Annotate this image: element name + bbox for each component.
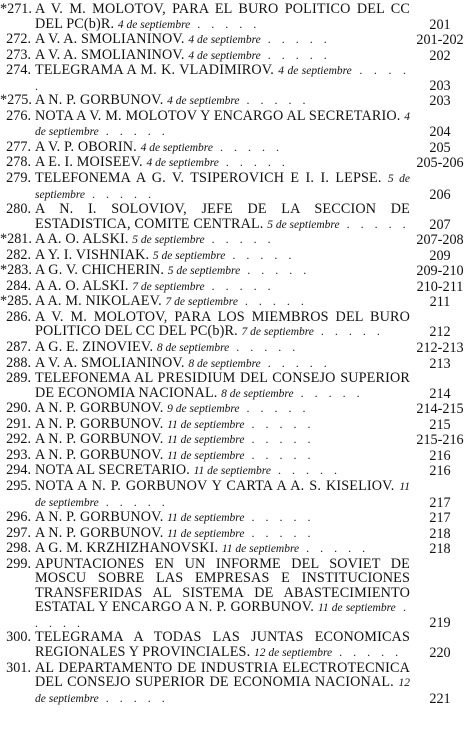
entry-page: 210-211: [416, 278, 464, 295]
dot-leader: . . . . .: [212, 139, 283, 154]
entry-title: A V. A. SMOLIANINOV.: [35, 46, 185, 63]
entry-number: 290.: [6, 400, 31, 417]
entry-title: A G. V. CHICHERIN.: [35, 262, 165, 279]
entry-number: 288.: [6, 354, 31, 371]
dot-leader: . . . . .: [98, 690, 169, 705]
entry-date: 5 de septiembre: [267, 218, 340, 231]
entry-page: 218: [429, 541, 451, 558]
entry-date: 11 de septiembre: [317, 602, 396, 615]
entry-number: 282.: [6, 246, 31, 263]
entry-title: TELEGRAMA A M. K. VLADIMIROV.: [35, 62, 274, 79]
dot-leader: . . . . .: [260, 32, 331, 47]
entry-title: TELEFONEMA AL PRESIDIUM DEL CONSEJO SUPERIOR DE ECONOMIA NACIONAL.: [35, 370, 410, 401]
toc-entry: [0, 171, 470, 202]
dot-leader: . . . . .: [244, 510, 315, 525]
entry-page: 221: [429, 690, 451, 707]
entry-page: 215-216: [416, 432, 464, 449]
entry-date: 11 de septiembre: [193, 465, 271, 478]
toc-entry: [0, 2, 470, 32]
entry-text: [35, 356, 410, 372]
dot-leader: . . . . .: [35, 63, 411, 93]
entry-page: 205: [429, 139, 451, 156]
dot-leader: . . . . .: [204, 232, 275, 247]
dot-leader: . . . . .: [229, 340, 300, 355]
entry-number: *285.: [0, 293, 32, 310]
entry-text: [35, 263, 410, 279]
entry-title: A N. P. GORBUNOV.: [35, 400, 164, 417]
entry-text: [35, 279, 410, 295]
entry-text: [35, 2, 410, 32]
entry-title: NOTA A V. M. MOLOTOV Y ENCARGO AL SECRETARIO.: [35, 107, 401, 124]
entry-page: 209: [429, 247, 451, 264]
entry-number: 272.: [6, 31, 31, 48]
entry-title: TELEFONEMA A G. V. TSIPEROVICH E I. I. LEPSE.: [35, 170, 382, 187]
entry-text: [35, 510, 410, 526]
entry-number: 280.: [6, 201, 31, 218]
dot-leader: . . . . .: [332, 644, 403, 659]
entry-date: 4 de septiembre: [146, 157, 219, 170]
entry-number: 273.: [6, 46, 31, 63]
entry-title: A G. M. KRZHIZHANOVSKI.: [35, 540, 219, 557]
entry-title: A N. P. GORBUNOV.: [35, 92, 164, 109]
entry-text: [35, 109, 410, 140]
dot-leader: . . . . .: [98, 494, 169, 509]
entry-title: A N. P. GORBUNOV.: [35, 431, 164, 448]
toc-entry: [0, 263, 470, 279]
entry-text: [35, 417, 410, 433]
dot-leader: . . . . .: [85, 186, 156, 201]
dot-leader: . . . . .: [240, 263, 311, 278]
dot-leader: . . . . .: [313, 324, 384, 339]
entry-title: A N. P. GORBUNOV.: [35, 415, 164, 432]
entry-text: [35, 93, 410, 109]
toc-entry: [0, 140, 470, 156]
entry-date: 9 de septiembre: [167, 403, 240, 416]
dot-leader: . . . . .: [244, 432, 315, 447]
entry-text: [35, 479, 410, 510]
toc-entry: [0, 202, 470, 232]
toc-entry: [0, 63, 470, 93]
entry-number: *275.: [0, 92, 32, 109]
toc-entry: [0, 155, 470, 171]
toc-entry: [0, 248, 470, 264]
toc-entry: [0, 93, 470, 109]
entry-date: 4 de septiembre: [35, 110, 410, 139]
entry-number: 292.: [6, 431, 31, 448]
dot-leader: . . . . .: [237, 294, 308, 309]
entry-text: [35, 155, 410, 171]
entry-text: [35, 63, 410, 93]
entry-page: 209-210: [416, 263, 464, 280]
entry-number: 289.: [6, 370, 31, 387]
entry-date: 5 de septiembre: [132, 234, 205, 247]
entry-date: 4 de septiembre: [140, 141, 213, 154]
entry-text: [35, 140, 410, 156]
entry-text: [35, 310, 410, 340]
entry-page: 207-208: [416, 232, 464, 249]
entry-date: 5 de septiembre: [152, 249, 226, 262]
entry-date: 11 de septiembre: [221, 543, 300, 556]
entry-page: 201-202: [416, 32, 464, 49]
entry-number: 276.: [6, 107, 31, 124]
entry-date: 7 de septiembre: [165, 296, 238, 309]
entry-text: [35, 294, 410, 310]
entry-title: A V. P. OBORIN.: [35, 138, 137, 155]
entry-number: 301.: [6, 659, 31, 676]
entry-number: 279.: [6, 170, 31, 187]
toc-entry: [0, 661, 470, 707]
entry-date: 8 de septiembre: [188, 357, 261, 370]
entry-page: 201: [429, 16, 451, 33]
entry-number: 297.: [6, 524, 31, 541]
entry-number: *271.: [0, 1, 32, 17]
entry-number: *283.: [0, 262, 32, 279]
dot-leader: . . . . .: [260, 355, 331, 370]
toc-entry: [0, 541, 470, 557]
entry-page: 207: [429, 216, 451, 233]
entry-date: 4 de septiembre: [188, 49, 261, 62]
entry-text: [35, 432, 410, 448]
entry-number: 293.: [6, 446, 31, 463]
entry-text: [35, 371, 410, 401]
entry-number: 296.: [6, 509, 31, 526]
dot-leader: . . . . .: [339, 216, 410, 231]
entry-page: 212-213: [416, 340, 464, 357]
entry-number: 294.: [6, 462, 31, 479]
entry-date: 4 de septiembre: [167, 95, 240, 108]
entry-text: [35, 232, 410, 248]
toc-entry: [0, 232, 470, 248]
dot-leader: . . . . .: [190, 16, 261, 31]
entry-number: 274.: [6, 62, 31, 79]
entry-page: 205-206: [416, 155, 464, 172]
entry-page: 212: [429, 324, 451, 341]
entry-date: 5 de septiembre: [35, 173, 410, 201]
entry-number: 277.: [6, 138, 31, 155]
entry-title: A V. A. SMOLIANINOV.: [35, 31, 185, 48]
entry-date: 4 de septiembre: [188, 34, 261, 47]
toc-entry: [0, 371, 470, 401]
entry-title: A N. P. GORBUNOV.: [35, 524, 164, 541]
toc-entry: [0, 310, 470, 340]
dot-leader: . . . . .: [35, 600, 411, 630]
entry-number: 300.: [6, 629, 31, 646]
dot-leader: . . . . .: [204, 278, 275, 293]
entry-title: A V. M. MOLOTOV, PARA EL BURO POLITICO DEL CC DEL PC(b)R.: [35, 1, 410, 32]
entry-date: 11 de septiembre: [167, 512, 245, 525]
entry-number: 286.: [6, 308, 31, 325]
entry-text: [35, 661, 410, 707]
entry-title: A Y. I. VISHNIAK.: [35, 246, 150, 263]
dot-leader: . . . . .: [244, 447, 315, 462]
entry-page: 214: [429, 385, 451, 402]
toc-entry: [0, 463, 470, 479]
dot-leader: . . . . .: [270, 463, 341, 478]
toc-entry: [0, 356, 470, 372]
entry-title: NOTA A N. P. GORBUNOV Y CARTA A A. S. KISELIOV.: [35, 477, 395, 494]
entry-page: 206: [429, 186, 451, 203]
entry-page: 204: [429, 124, 451, 141]
entry-text: [35, 340, 410, 356]
entry-date: 7 de septiembre: [132, 280, 205, 293]
entry-title: NOTA AL SECRETARIO.: [35, 462, 190, 479]
dot-leader: . . . . .: [98, 124, 169, 139]
entry-date: 5 de septiembre: [167, 265, 241, 278]
toc-entry: [0, 432, 470, 448]
entry-text: [35, 171, 410, 202]
entry-text: [35, 526, 410, 542]
dot-leader: . . . . .: [218, 155, 289, 170]
entry-date: 4 de septiembre: [117, 18, 191, 31]
entry-text: [35, 32, 410, 48]
toc-entry: [0, 479, 470, 510]
entry-text: [35, 48, 410, 64]
entry-title: A V. M. MOLOTOV, PARA LOS MIEMBROS DEL BURO POLITICO DEL CC DEL PC(b)R.: [35, 308, 410, 340]
entry-date: 12 de septiembre: [253, 646, 333, 659]
toc-entry: [0, 279, 470, 295]
dot-leader: . . . . .: [299, 541, 370, 556]
entry-text: [35, 401, 410, 417]
dot-leader: . . . . .: [260, 47, 331, 62]
toc-entry: [0, 510, 470, 526]
entry-page: 218: [429, 525, 451, 542]
toc-entry: [0, 48, 470, 64]
entry-number: 299.: [6, 555, 31, 572]
entry-title: APUNTACIONES EN UN INFORME DEL SOVIET DE MOSCU SOBRE LAS EMPRESAS E INSTITUCIONES TRANSFERIDAS AL SISTEMA DE ABASTECIMIENTO ESTATAL Y ENCARGO A N. P. GORBUNOV.: [35, 555, 410, 616]
entry-page: 219: [429, 614, 451, 631]
entry-text: [35, 248, 410, 264]
entry-title: A A. M. NIKOLAEV.: [35, 293, 162, 310]
entry-date: 4 de septiembre: [278, 65, 352, 78]
toc-entry: [0, 401, 470, 417]
table-of-contents: [0, 2, 470, 706]
entry-page: 213: [429, 355, 451, 372]
toc-entry: [0, 294, 470, 310]
entry-title: A G. E. ZINOVIEV.: [35, 339, 154, 356]
entry-title: A V. A. SMOLIANINOV.: [35, 354, 185, 371]
entry-date: 11 de septiembre: [35, 480, 410, 509]
entry-date: 8 de septiembre: [221, 387, 294, 400]
toc-entry: [0, 526, 470, 542]
entry-text: [35, 463, 410, 479]
entry-page: 203: [429, 93, 451, 110]
entry-text: [35, 541, 410, 557]
toc-entry: [0, 630, 470, 660]
entry-title: A E. I. MOISEEV.: [35, 154, 143, 171]
entry-page: 217: [429, 494, 451, 511]
entry-page: 211: [429, 294, 451, 311]
entry-title: A A. O. ALSKI.: [35, 231, 129, 248]
entry-page: 216: [429, 447, 451, 464]
entry-date: 11 de septiembre: [167, 418, 245, 431]
entry-text: [35, 557, 410, 631]
dot-leader: . . . . .: [244, 525, 315, 540]
toc-entry: [0, 109, 470, 140]
entry-date: 8 de septiembre: [156, 342, 230, 355]
entry-number: *281.: [0, 231, 32, 248]
entry-page: 202: [429, 47, 451, 64]
entry-title: A N. P. GORBUNOV.: [35, 446, 164, 463]
dot-leader: . . . . .: [225, 247, 296, 262]
entry-title: A A. O. ALSKI.: [35, 277, 129, 294]
toc-entry: [0, 340, 470, 356]
entry-date: 7 de septiembre: [241, 326, 314, 339]
entry-number: 298.: [6, 540, 31, 557]
entry-title: TELEGRAMA A TODAS LAS JUNTAS ECONOMICAS REGIONALES Y PROVINCIALES.: [35, 629, 410, 660]
dot-leader: . . . . .: [239, 93, 310, 108]
entry-title: A N. P. GORBUNOV.: [35, 509, 164, 526]
entry-date: 12 de septiembre: [35, 677, 410, 705]
toc-entry: [0, 417, 470, 433]
toc-entry: [0, 32, 470, 48]
entry-text: [35, 630, 410, 660]
entry-date: 11 de septiembre: [167, 527, 245, 540]
entry-page: 217: [429, 510, 451, 527]
entry-number: 284.: [6, 277, 31, 294]
entry-number: 295.: [6, 477, 31, 494]
entry-page: 203: [429, 77, 451, 94]
entry-title: A N. I. SOLOVIOV, JEFE DE LA SECCION DE ESTADISTICA, COMITE CENTRAL.: [35, 201, 410, 232]
toc-entry: [0, 557, 470, 631]
entry-number: 287.: [6, 339, 31, 356]
entry-title: AL DEPARTAMENTO DE INDUSTRIA ELECTROTECNICA DEL CONSEJO SUPERIOR DE ECONOMIA NACIONAL.: [35, 659, 410, 691]
entry-page: 220: [429, 644, 451, 661]
entry-text: [35, 448, 410, 464]
entry-page: 216: [429, 463, 451, 480]
toc-entry: [0, 448, 470, 464]
entry-text: [35, 202, 410, 232]
entry-number: 291.: [6, 415, 31, 432]
entry-date: 11 de septiembre: [167, 449, 245, 462]
entry-number: 278.: [6, 154, 31, 171]
entry-page: 214-215: [416, 401, 464, 418]
entry-page: 215: [429, 416, 451, 433]
entry-date: 11 de septiembre: [167, 434, 245, 447]
dot-leader: . . . . .: [244, 416, 315, 431]
dot-leader: . . . . .: [293, 385, 364, 400]
dot-leader: . . . . .: [239, 401, 310, 416]
